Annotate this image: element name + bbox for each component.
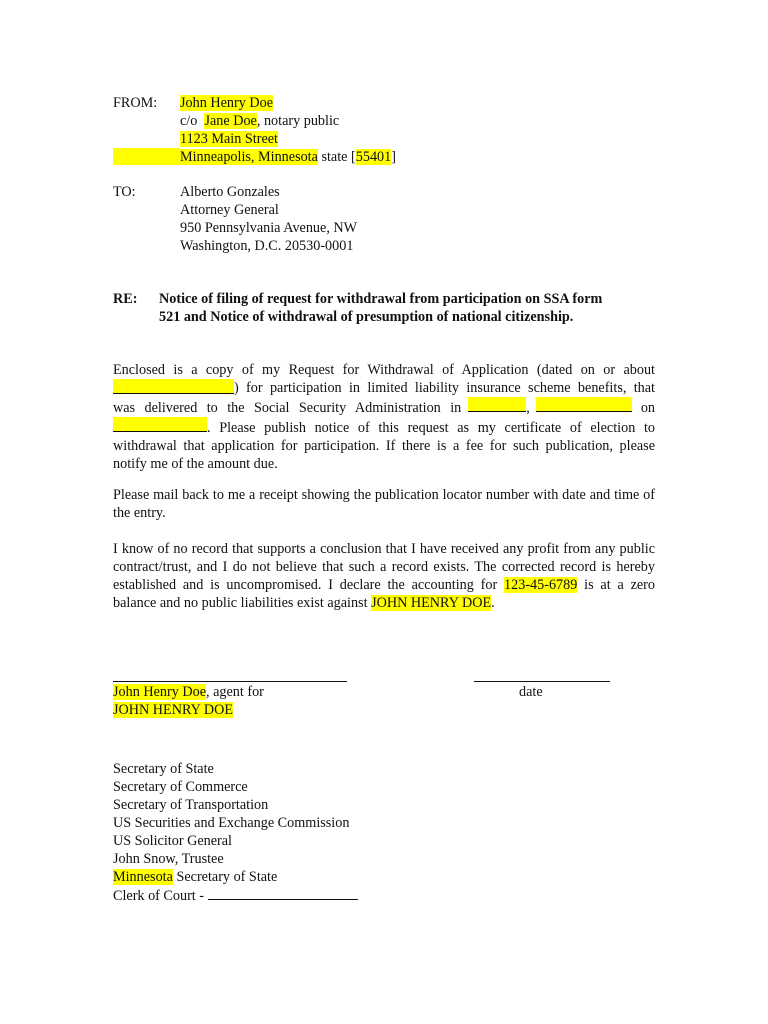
to-block (180, 183, 357, 255)
delivery-blank-2 (536, 397, 632, 412)
cc-item: Secretary of State (113, 761, 214, 777)
re-label: RE: (113, 291, 138, 307)
p3-period: . (491, 595, 495, 611)
cc-state-name: Minnesota (113, 869, 173, 885)
agent-for-text: , agent for (206, 684, 264, 700)
date-line (474, 681, 610, 682)
cc-item-state (113, 868, 358, 886)
p1-comma: , (526, 400, 530, 416)
p3-text-a: I know of no record that supports a conclusion that I have received any profit from any public contract/trust, and I do not believe that such a record exists. The corrected record is hereby established and is uncompromised. I declare the accounting for (113, 541, 655, 593)
cc-item: John Snow, Trustee (113, 851, 224, 867)
debtor-name: JOHN HENRY DOE (371, 595, 492, 611)
p1-line-2 (113, 379, 655, 397)
sender-city: Minneapolis, Minnesota (180, 149, 318, 165)
city-line (180, 148, 396, 166)
zip-close-bracket: ] (391, 149, 396, 165)
on-date-blank (113, 417, 207, 432)
cc-item: Secretary of Transportation (113, 797, 269, 813)
from-label: FROM: (113, 95, 158, 111)
re-subject (159, 290, 659, 326)
cc-item: Secretary of Commerce (113, 779, 248, 795)
p1-line-2-text: ) for participation in limited liability insurance scheme benefits, that (234, 380, 655, 396)
p1-line-4 (113, 417, 655, 437)
body-paragraph-2: Please mail back to me a receipt showing the publication locator number with date and time of the entry. (113, 487, 655, 521)
re-line-1: Notice of filing of request for withdrawal from participation on SSA form (159, 291, 603, 307)
principal-name: JOHN HENRY DOE (113, 702, 234, 718)
body-paragraph-1 (113, 361, 655, 473)
sender-name: John Henry Doe (180, 95, 273, 111)
address-highlight-bar (113, 148, 180, 165)
from-block (180, 94, 600, 148)
cc-item: US Securities and Exchange Commission (113, 815, 350, 831)
body-paragraph-3 (113, 540, 655, 612)
ssn-number: 123-45-6789 (504, 577, 578, 593)
p1-on: on (640, 400, 655, 416)
recipient-title: Attorney General (180, 202, 279, 218)
recipient-name: Alberto Gonzales (180, 184, 280, 200)
to-label: TO: (113, 184, 136, 200)
cc-item-clerk (113, 886, 358, 905)
delivery-blank-1 (468, 397, 526, 412)
p1-line-6: notify me of the amount due. (113, 456, 278, 472)
sender-street: 1123 Main Street (180, 131, 278, 147)
signature-line (113, 681, 347, 682)
p1-line-5: withdrawal that application for participation. If there is a fee for such publication, please (113, 438, 655, 454)
p1-line-1: Enclosed is a copy of my Request for Withdrawal of Application (dated on or about (113, 362, 655, 378)
date-label: date (519, 684, 543, 700)
notary-name: Jane Doe (204, 113, 257, 129)
cc-state-suffix: Secretary of State (172, 869, 278, 885)
date-blank (113, 379, 234, 394)
signature-block (113, 683, 264, 719)
state-word: state [ (317, 149, 356, 165)
p1-line-3 (113, 397, 655, 417)
sender-zip: 55401 (355, 149, 392, 165)
recipient-city: Washington, D.C. 20530-0001 (180, 238, 354, 254)
notary-title: , notary public (256, 113, 340, 129)
clerk-label: Clerk of Court - (113, 888, 208, 904)
p3-text-b: is at a zero balance and no public liabilities exist against (113, 577, 655, 611)
care-of-prefix: c/o (180, 113, 198, 129)
clerk-blank (208, 886, 358, 900)
cc-list (113, 760, 358, 905)
recipient-street: 950 Pennsylvania Avenue, NW (180, 220, 358, 236)
cc-item: US Solicitor General (113, 833, 232, 849)
signer-name: John Henry Doe (113, 684, 206, 700)
p1-line-4-text: . Please publish notice of this request as my certificate of election to (207, 420, 655, 436)
p1-line-3-text: was delivered to the Social Security Administration in (113, 400, 462, 416)
re-line-2: 521 and Notice of withdrawal of presumption of national citizenship. (159, 309, 574, 325)
